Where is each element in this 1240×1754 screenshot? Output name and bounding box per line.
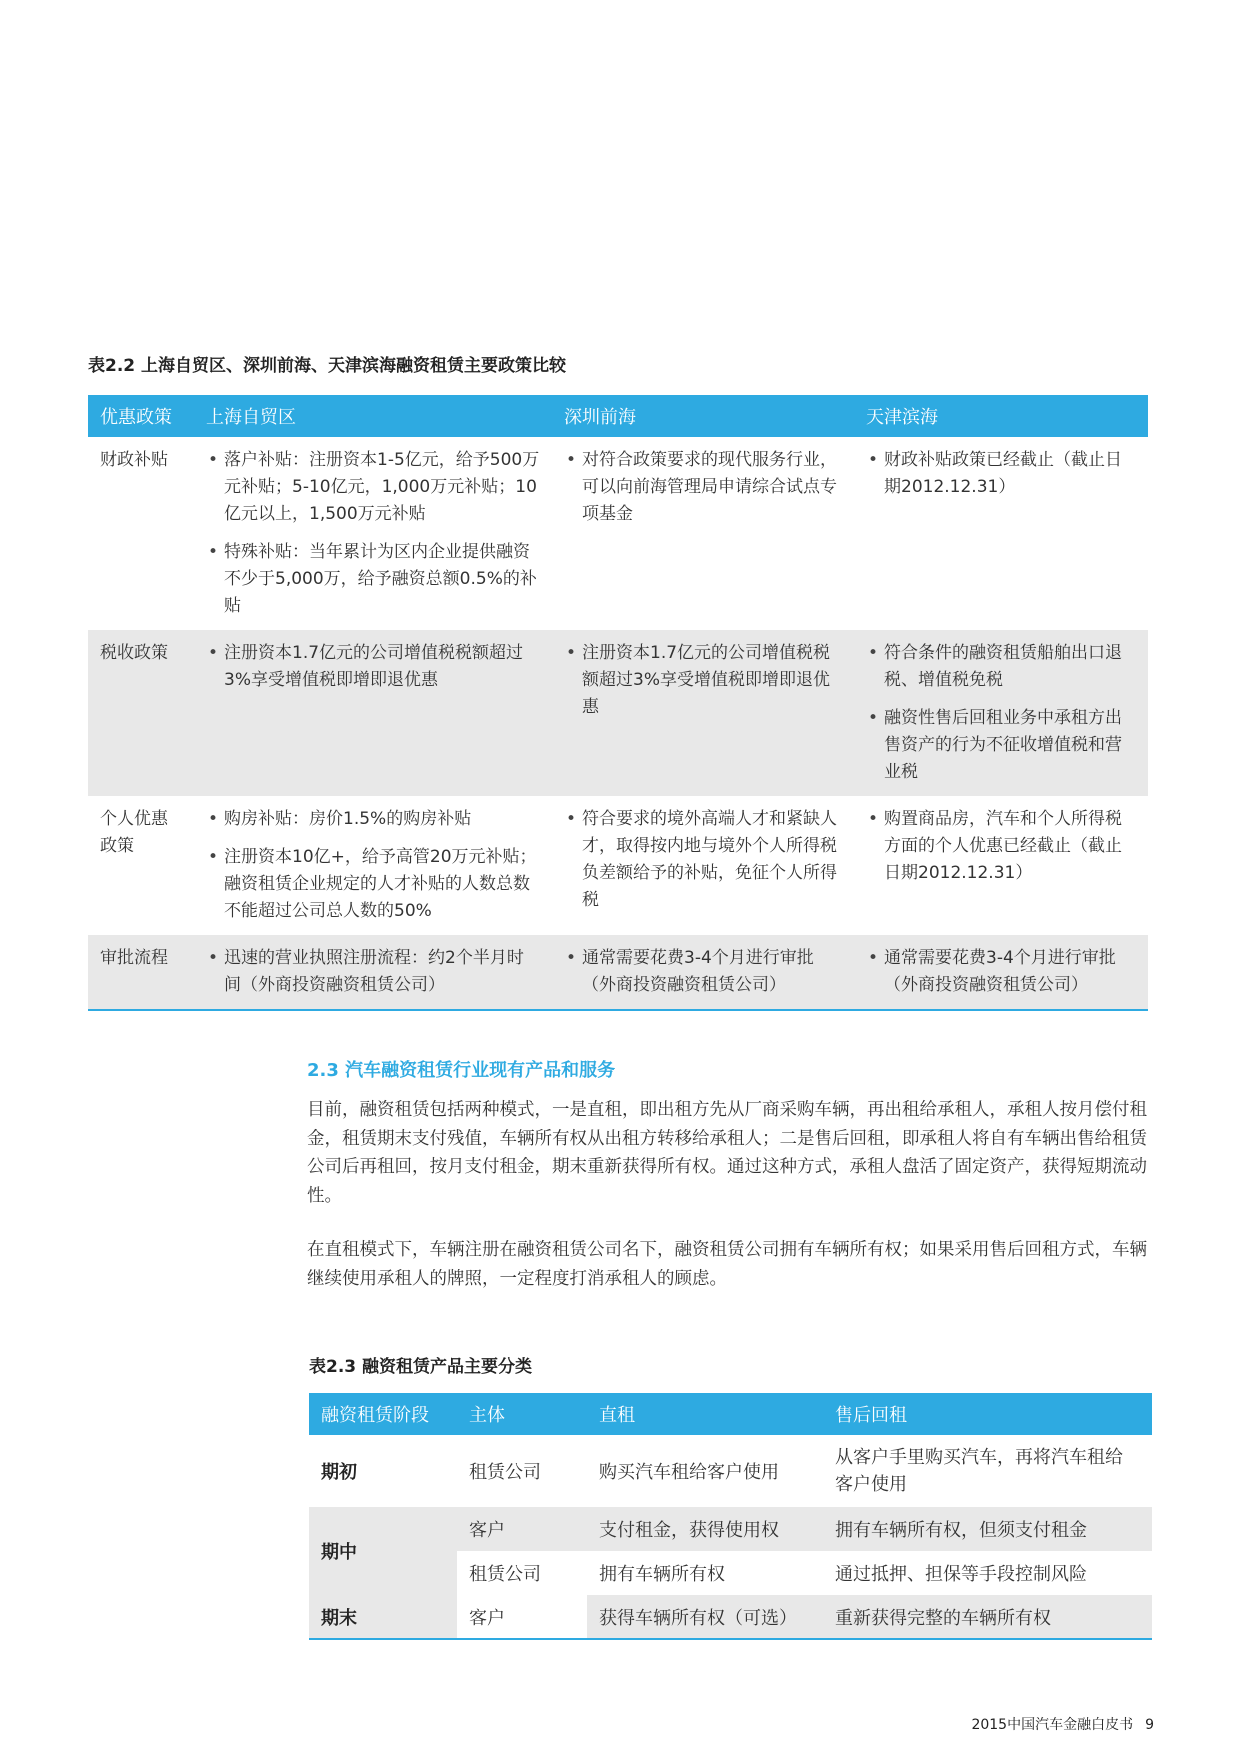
direct-cell: 购买汽车租给客户使用: [599, 1462, 779, 1483]
cell-tianjin: [854, 437, 1148, 630]
header-stage: 融资租赁阶段: [309, 1393, 457, 1435]
cell-shenzhen: [552, 935, 854, 1010]
footer-title: 2015中国汽车金融白皮书: [971, 1717, 1134, 1733]
list-item: • 对符合政策要求的现代服务行业，可以向前海管理局申请综合试点专项基金: [564, 447, 842, 528]
list-item: • 符合条件的融资租赁船舶出口退税、增值税免税: [866, 640, 1136, 694]
stage-cell: 期中: [309, 1507, 457, 1595]
subject-cell: 租赁公司: [469, 1462, 541, 1483]
cell-shanghai: [194, 437, 552, 630]
row-category: 个人优惠政策: [100, 809, 168, 856]
list-item: • 符合要求的境外高端人才和紧缺人才，取得按内地与境外个人所得税负差额给予的补贴，免征个人所得税: [564, 806, 842, 914]
cell-shanghai: [194, 630, 552, 796]
header-direct: 直租: [587, 1393, 823, 1435]
leaseback-cell: 重新获得完整的车辆所有权: [823, 1595, 1152, 1639]
header-shanghai: 上海自贸区: [194, 395, 552, 437]
direct-cell: 拥有车辆所有权: [599, 1564, 725, 1585]
list-item: • 注册资本1.7亿元的公司增值税税额超过3%享受增值税即增即退优惠: [206, 640, 540, 694]
cell-shenzhen: [552, 630, 854, 796]
list-item: • 购置商品房，汽车和个人所得税方面的个人优惠已经截止（截止日期2012.12.31）: [866, 806, 1136, 887]
paragraph-2: 在直租模式下，车辆注册在融资租赁公司名下，融资租赁公司拥有车辆所有权；如果采用售后回租方式，车辆继续使用承租人的牌照，一定程度打消承租人的顾虑。: [307, 1240, 1147, 1289]
header-shenzhen: 深圳前海: [552, 395, 854, 437]
cell-tianjin: [854, 630, 1148, 796]
table-header-row: [88, 395, 1148, 437]
section-title: 2.3 汽车融资租赁行业现有产品和服务: [307, 1060, 616, 1081]
table-2-2-caption: 表2.2 上海自贸区、深圳前海、天津滨海融资租赁主要政策比较: [88, 356, 567, 376]
table-row: [88, 796, 1148, 935]
leaseback-cell: 拥有车辆所有权，但须支付租金: [823, 1507, 1152, 1551]
table-row: [309, 1435, 1152, 1507]
list-item: • 通常需要花费3-4个月进行审批（外商投资融资租赁公司）: [564, 945, 842, 999]
cell-tianjin: [854, 935, 1148, 1010]
cell-shenzhen: [552, 796, 854, 935]
cell-shenzhen: [552, 437, 854, 630]
list-item: • 财政补贴政策已经截止（截止日期2012.12.31）: [866, 447, 1136, 501]
subject-cell: 客户: [457, 1507, 587, 1551]
leaseback-cell: 从客户手里购买汽车，再将汽车租给客户使用: [835, 1447, 1123, 1495]
list-item: • 注册资本1.7亿元的公司增值税税额超过3%享受增值税即增即退优惠: [564, 640, 842, 721]
table-row: [88, 935, 1148, 1010]
row-category: 财政补贴: [100, 450, 168, 470]
page-footer: [971, 1714, 1154, 1734]
header-policy: 优惠政策: [88, 395, 194, 437]
subject-cell: 客户: [457, 1595, 587, 1639]
table-row: [88, 437, 1148, 630]
list-item: • 购房补贴：房价1.5%的购房补贴: [206, 806, 540, 833]
list-item: • 通常需要花费3-4个月进行审批（外商投资融资租赁公司）: [866, 945, 1136, 999]
policy-comparison-table: [88, 395, 1148, 1011]
leaseback-cell: 通过抵押、担保等手段控制风险: [835, 1564, 1087, 1585]
list-item: • 特殊补贴：当年累计为区内企业提供融资不少于5,000万，给予融资总额0.5%的补贴: [206, 539, 540, 620]
header-subject: 主体: [457, 1393, 587, 1435]
page-number: 9: [1145, 1717, 1154, 1733]
cell-tianjin: [854, 796, 1148, 935]
list-item: • 迅速的营业执照注册流程：约2个半月时间（外商投资融资租赁公司）: [206, 945, 540, 999]
row-category: 税收政策: [88, 630, 194, 796]
cell-shanghai: [194, 935, 552, 1010]
product-classification-table: [309, 1393, 1152, 1640]
table-row: [88, 630, 1148, 796]
stage-cell: 期末: [309, 1595, 457, 1639]
direct-cell: 支付租金，获得使用权: [587, 1507, 823, 1551]
direct-cell: 获得车辆所有权（可选）: [587, 1595, 823, 1639]
table-header-row: [309, 1393, 1152, 1435]
table-row: [309, 1507, 1152, 1551]
paragraph-1: 目前，融资租赁包括两种模式，一是直租，即出租方先从厂商采购车辆，再出租给承租人，承租人按月偿付租金，租赁期末支付残值，车辆所有权从出租方转移给承租人；二是售后回租，即承租人将自有车辆出售给租赁公司后再租回，按月支付租金，期末重新获得所有权。通过这种方式，承租人盘活了固定资产，获得短期流动性。: [307, 1100, 1147, 1206]
cell-shanghai: [194, 796, 552, 935]
row-category: 审批流程: [88, 935, 194, 1010]
stage-cell: 期初: [321, 1462, 357, 1483]
table-2-3-caption: 表2.3 融资租赁产品主要分类: [309, 1357, 533, 1377]
list-item: • 注册资本10亿+，给予高管20万元补贴；融资租赁企业规定的人才补贴的人数总数不能超过公司总人数的50%: [206, 844, 540, 925]
header-tianjin: 天津滨海: [854, 395, 1148, 437]
list-item: • 融资性售后回租业务中承租方出售资产的行为不征收增值税和营业税: [866, 705, 1136, 786]
header-leaseback: 售后回租: [823, 1393, 1152, 1435]
list-item: • 落户补贴：注册资本1-5亿元，给予500万元补贴；5-10亿元，1,000万元补贴；10亿元以上，1,500万元补贴: [206, 447, 540, 528]
table-row: [309, 1595, 1152, 1639]
subject-cell: 租赁公司: [469, 1564, 541, 1585]
